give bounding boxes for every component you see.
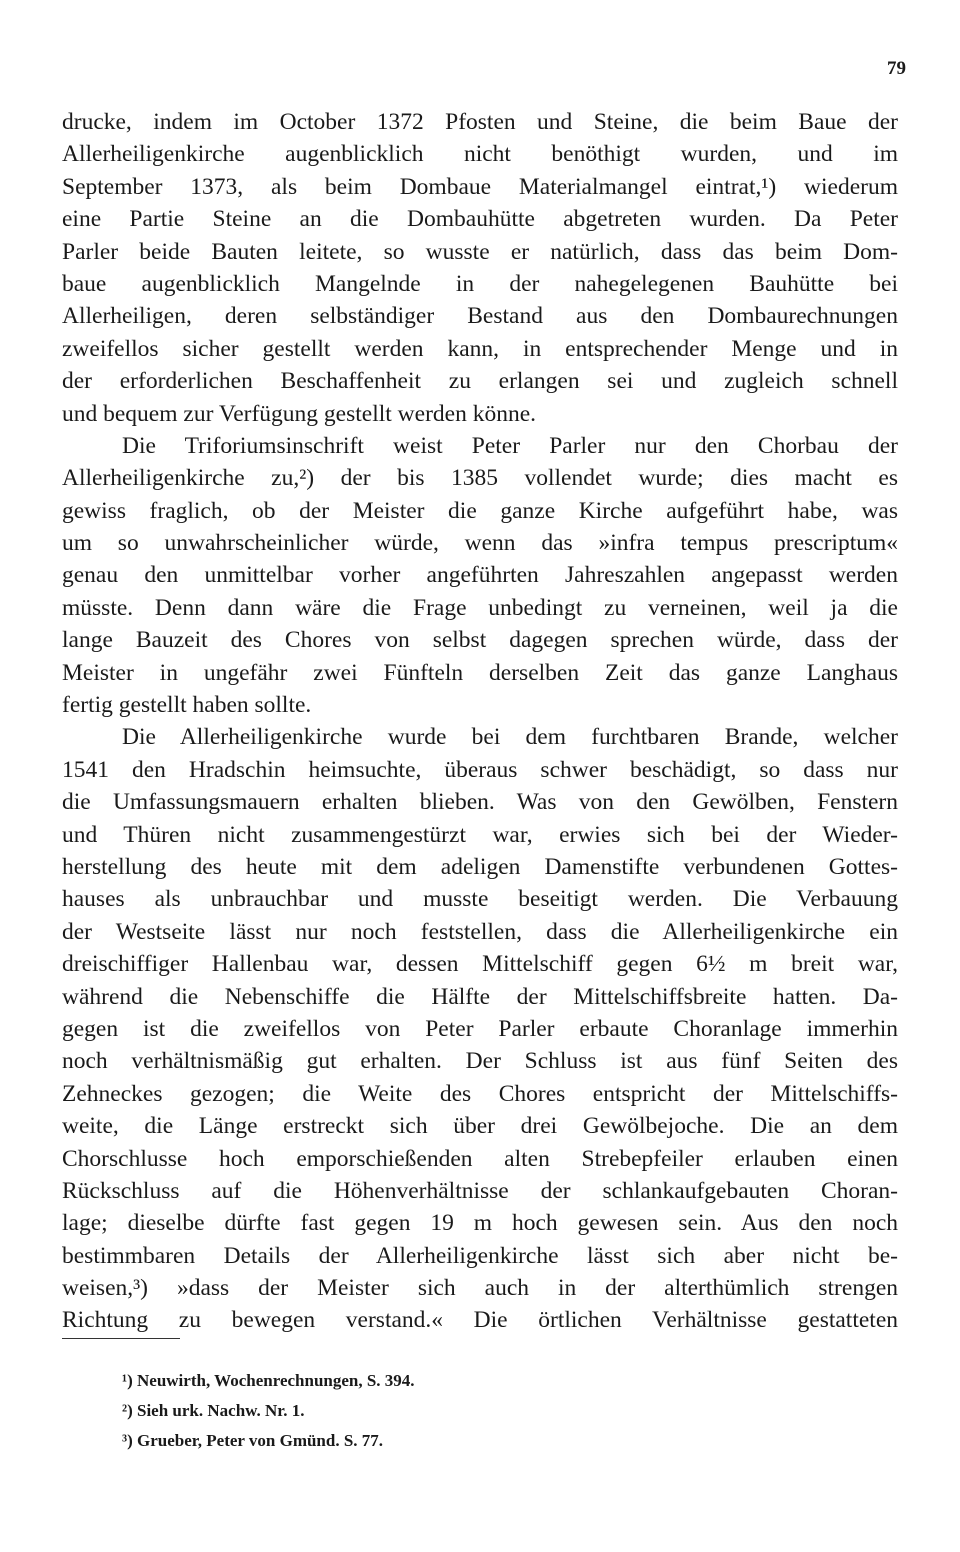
text-line: gewiss fraglich, ob der Meister die ganze Kirche aufgeführt habe, was <box>62 497 898 524</box>
text-line: Allerheiligen, deren selbständiger Bestand aus den Dombaurechnungen <box>62 303 898 330</box>
text-line: dreischiffiger Hallenbau war, dessen Mittelschiff gegen 6½ m breit war, <box>62 951 898 978</box>
footnote: ²) Sieh urk. Nachw. Nr. 1. <box>122 1401 305 1420</box>
text-line: die Umfassungsmauern erhalten blieben. Was von den Gewölben, Fenstern <box>62 789 898 816</box>
text-line: lage; dieselbe dürfte fast gegen 19 m hoch gewesen sein. Aus den noch <box>62 1210 898 1237</box>
text-line: genau den unmittelbar vorher angeführten Jahreszahlen angepasst werden <box>62 562 898 589</box>
text-line: müsste. Denn dann wäre die Frage unbedingt zu verneinen, weil ja die <box>62 594 898 621</box>
footnote: ¹) Neuwirth, Wochenrechnungen, S. 394. <box>122 1371 415 1390</box>
text-line: der Westseite lässt nur noch feststellen, dass die Allerheiligenkirche ein <box>62 918 898 945</box>
text-line: hauses als unbrauchbar und musste beseitigt werden. Die Verbauung <box>62 886 898 913</box>
text-line: und Thüren nicht zusammengestürzt war, erwies sich bei der Wieder- <box>62 821 898 848</box>
text-line: gegen ist die zweifellos von Peter Parler erbaute Choranlage immerhin <box>62 1015 898 1042</box>
text-line: noch verhältnismäßig gut erhalten. Der Schluss ist aus fünf Seiten des <box>62 1048 898 1075</box>
text-line: während die Nebenschiffe die Hälfte der Mittelschiffsbreite hatten. Da- <box>62 983 898 1010</box>
text-line: Chorschlusse hoch emporschießenden alten Strebepfeiler erlauben einen <box>62 1145 898 1172</box>
text-line: Richtung zu bewegen verstand.« Die örtlichen Verhältnisse gestatteten <box>62 1307 898 1334</box>
text-line: weisen,³) »dass der Meister sich auch in der alterthümlich strengen <box>62 1275 898 1302</box>
text-line: herstellung des heute mit dem adeligen Damenstifte verbundenen Gottes- <box>62 853 898 880</box>
text-line: Parler beide Bauten leitete, so wusste er natürlich, dass das beim Dom- <box>62 238 898 265</box>
text-line: 1541 den Hradschin heimsuchte, überaus schwer beschädigt, so dass nur <box>62 756 898 783</box>
text-line: zweifellos sicher gestellt werden kann, in entsprechender Menge und in <box>62 335 898 362</box>
body-text <box>62 106 898 1337</box>
text-line: drucke, indem im October 1372 Pfosten und Steine, die beim Baue der <box>62 109 898 135</box>
page-number: 79 <box>887 58 906 79</box>
text-line: eine Partie Steine an die Dombauhütte abgetreten wurden. Da Peter <box>62 206 898 233</box>
text-line: September 1373, als beim Dombaue Materialmangel eintrat,¹) wiederum <box>62 173 898 200</box>
text-line: Zehneckes gezogen; die Weite des Chores entspricht der Mittelschiffs- <box>62 1080 898 1107</box>
footnote: ³) Grueber, Peter von Gmünd. S. 77. <box>122 1431 384 1450</box>
text-line: baue augenblicklich Mangelnde in der nahegelegenen Bauhütte bei <box>62 270 898 297</box>
text-line: lange Bauzeit des Chores von selbst dagegen sprechen würde, dass der <box>62 627 898 654</box>
text-line: Allerheiligenkirche zu,²) der bis 1385 vollendet wurde; dies macht es <box>62 465 898 492</box>
text-line: Allerheiligenkirche augenblicklich nicht benöthigt wurden, und im <box>62 141 898 168</box>
footnotes <box>122 1366 822 1456</box>
text-line: Die Allerheiligenkirche wurde bei dem furchtbaren Brande, welcher <box>122 724 898 751</box>
text-line: fertig gestellt haben sollte. <box>62 692 312 719</box>
text-line: Rückschluss auf die Höhenverhältnisse der schlankaufgebauten Choran- <box>62 1177 898 1204</box>
text-line: der erforderlichen Beschaffenheit zu erlangen sei und zugleich schnell <box>62 368 898 395</box>
footnote-separator <box>62 1338 180 1339</box>
text-line: um so unwahrscheinlicher würde, wenn das »infra tempus prescriptum« <box>62 530 898 557</box>
text-line: und bequem zur Verfügung gestellt werden könne. <box>62 400 537 427</box>
text-line: Meister in ungefähr zwei Fünfteln derselben Zeit das ganze Langhaus <box>62 659 898 686</box>
text-line: weite, die Länge erstreckt sich über drei Gewölbejoche. Die an dem <box>62 1113 898 1140</box>
text-line: bestimmbaren Details der Allerheiligenkirche lässt sich aber nicht be- <box>62 1242 898 1269</box>
text-line: Die Triforiumsinschrift weist Peter Parler nur den Chorbau der <box>122 432 898 459</box>
